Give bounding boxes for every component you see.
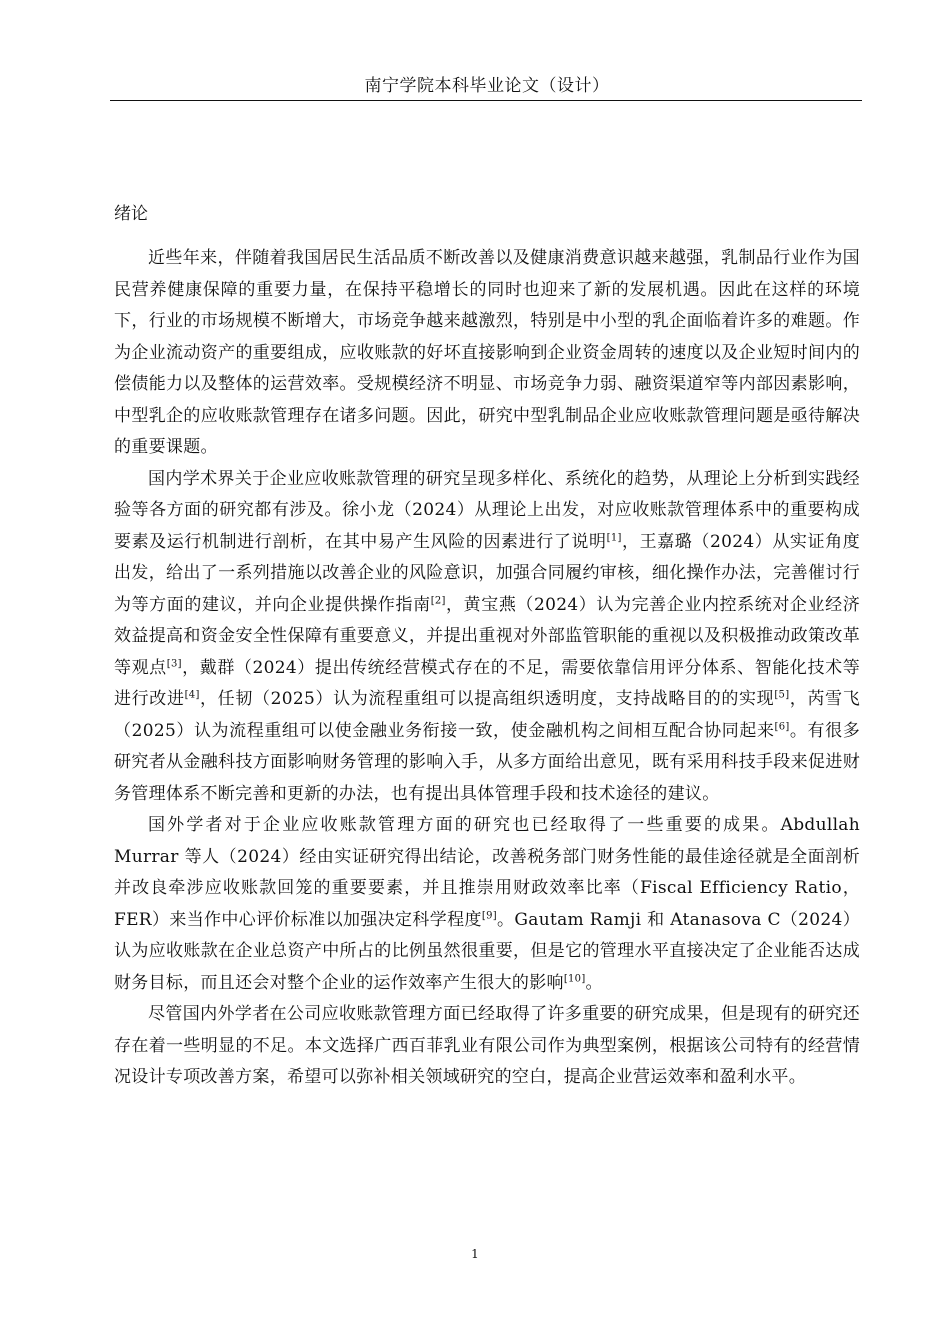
header-rule — [110, 100, 862, 101]
paragraph-text: 尽管国内外学者在公司应收账款管理方面已经取得了许多重要的研究成果，但是现有的研究还存在着一些明显的不足。本文选择广西百菲乳业有限公司作为典型案例，根据该公司特有的经营情况设计专项改善方案，希望可以弥补相关领域研究的空白，提高企业营运效率和盈利水平。 — [114, 1004, 860, 1087]
paragraph-text: ，王嘉璐（2024）从实证角度出发，给出了一系列措施以改善企业的风险意识，加强合同履约审核，细化操作办法，完善催讨行为等方面的建议，并向企业提供操作指南 — [114, 531, 860, 615]
paragraph-text: ，芮雪飞（2025）认为流程重组可以使金融业务衔接一致，使金融机构之间相互配合协同起来 — [114, 689, 861, 741]
paragraph-4 — [114, 999, 860, 1094]
citation-ref: [5] — [774, 689, 790, 701]
page-number: 1 — [471, 1247, 479, 1261]
paragraph-text: ，黄宝燕（2024）认为完善企业内控系统对企业经济效益提高和资金安全性保障有重要意义，并提出重视对外部监管职能的重视以及积极推动政策改革等观点 — [114, 594, 860, 678]
paragraph-text: 国内学术界关于企业应收账款管理的研究呈现多样化、系统化的趋势，从理论上分析到实践经验等各方面的研究都有涉及。徐小龙（2024）从理论上出发，对应收账款管理体系中的重要构成要素及运行机制进行剖析，在其中易产生风险的因素进行了说明 — [114, 468, 860, 552]
body-text — [114, 243, 860, 1094]
citation-ref: [9] — [481, 909, 497, 921]
citation-ref: [1] — [606, 531, 622, 543]
paragraph-text: 。 — [585, 972, 603, 993]
paragraph-3 — [114, 810, 860, 999]
paragraph-text: 。有很多研究者从金融科技方面影响财务管理的影响入手，从多方面给出意见，既有采用科技手段来促进财务管理体系不断完善和更新的办法，也有提出具体管理手段和技术途径的建议。 — [114, 720, 860, 804]
citation-ref: [2] — [430, 594, 446, 606]
section-heading: 绪论 — [114, 204, 148, 224]
paragraph-text: 国外学者对于企业应收账款管理方面的研究也已经取得了一些重要的成果。Abdullah Murrar 等人（2024）经由实证研究得出结论，改善税务部门财务性能的最佳途径就是全面剖析并改良牵涉应收账款回笼的重要要素，并且推崇用财政效率比率（Fiscal Efficiency Ratio，FER）来当作中心评价标准以加强决定科学程度 — [114, 815, 860, 930]
citation-ref: [6] — [774, 720, 790, 732]
paragraph-text: ，戴群（2024）提出传统经营模式存在的不足，需要依靠信用评分体系、智能化技术等进行改进 — [114, 657, 860, 709]
page-header: 南宁学院本科毕业论文（设计） — [364, 76, 610, 96]
paragraph-text: 。Gautam Ramji 和 Atanasova C（2024）认为应收账款在企业总资产中所占的比例虽然很重要，但是它的管理水平直接决定了企业能否达成财务目标，而且还会对整个企业的运作效率产生很大的影响 — [114, 909, 861, 993]
citation-ref: [4] — [184, 689, 200, 701]
citation-ref: [10] — [563, 972, 586, 984]
citation-ref: [3] — [166, 657, 182, 669]
paragraph-2 — [114, 464, 860, 811]
paragraph-text: 近些年来，伴随着我国居民生活品质不断改善以及健康消费意识越来越强，乳制品行业作为国民营养健康保障的重要力量，在保持平稳增长的同时也迎来了新的发展机遇。因此在这样的环境下，行业的市场规模不断增大，市场竞争越来越激烈，特别是中小型的乳企面临着许多的难题。作为企业流动资产的重要组成，应收账款的好坏直接影响到企业资金周转的速度以及企业短时间内的偿债能力以及整体的运营效率。受规模经济不明显、市场竞争力弱、融资渠道窄等内部因素影响，中型乳企的应收账款管理存在诸多问题。因此，研究中型乳制品企业应收账款管理问题是亟待解决的重要课题。 — [114, 248, 860, 457]
paragraph-text: ，任韧（2025）认为流程重组可以提高组织透明度，支持战略目的的实现 — [199, 689, 775, 709]
paragraph-1 — [114, 243, 860, 464]
